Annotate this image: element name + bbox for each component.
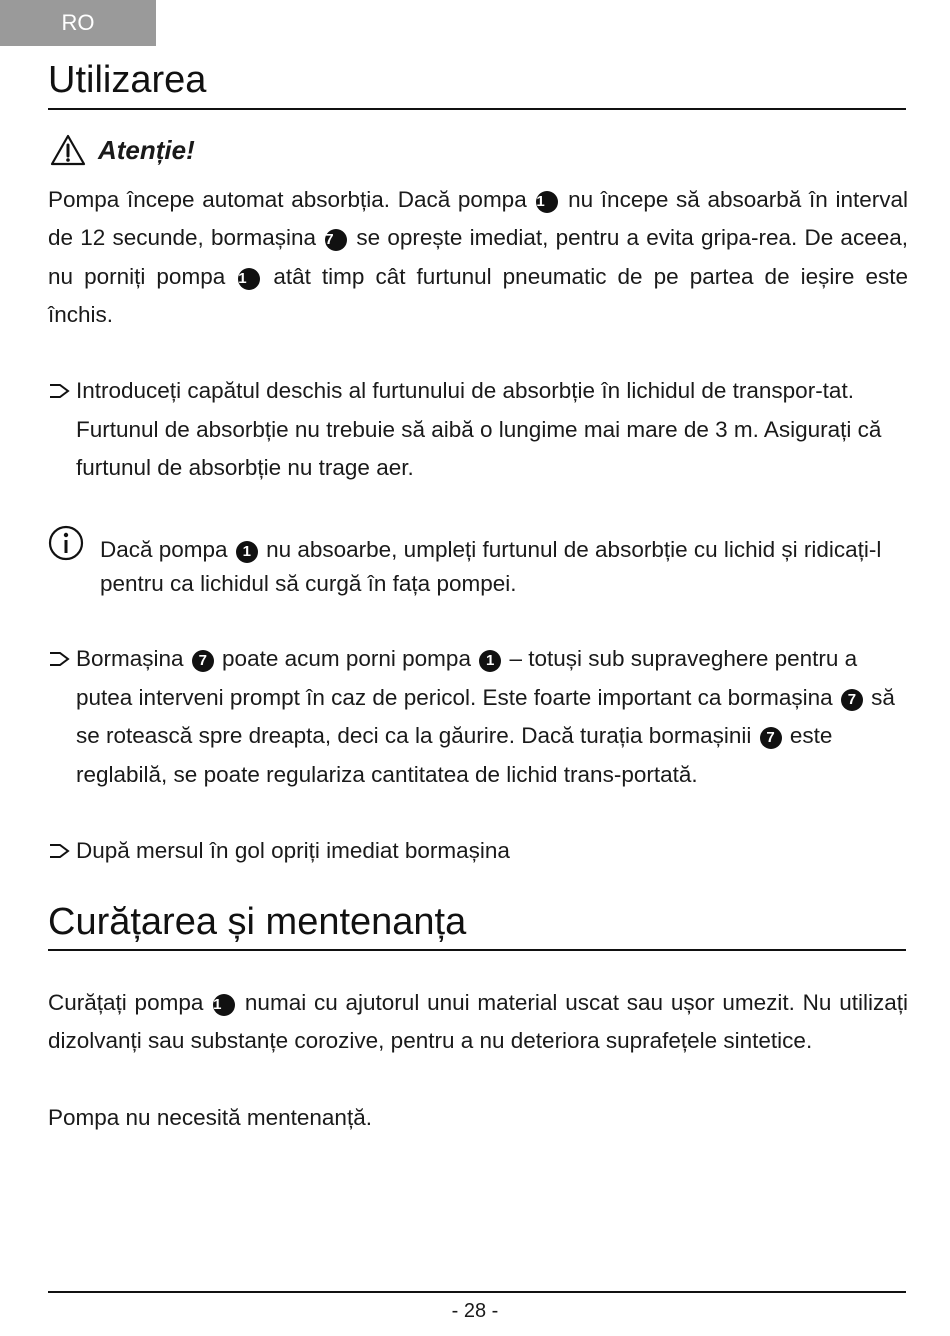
page-number: - 28 - bbox=[451, 1300, 499, 1322]
part-number-badge: 1 bbox=[479, 650, 501, 672]
info-icon bbox=[48, 525, 84, 561]
part-number-badge: 7 bbox=[841, 689, 863, 711]
section-title-utilizarea: Utilizarea bbox=[48, 59, 207, 101]
step-text: Bormașina 7 poate acum porni pompa 1 – totuși sub supraveghere pentru a putea interveni prompt în caz de pericol. Este foarte important ca bormașina 7 să se rotească spre dreapta, deci ca la găurire. Dacă turația bormașinii 7 este reglabilă, se poate regulariza cantitatea de lichid trans-portată. bbox=[76, 646, 895, 787]
title-rule bbox=[48, 108, 906, 110]
instruction-step bbox=[48, 372, 904, 488]
warning-label: Atenție! bbox=[98, 134, 195, 165]
language-label: RO bbox=[61, 10, 95, 35]
part-number-badge: 1 bbox=[236, 541, 258, 563]
part-number-badge: 1 bbox=[213, 994, 235, 1016]
cleaning-paragraph: Curățați pompa 1 numai cu ajutorul unui material uscat sau ușor umezit. Nu utilizați dizolvanți sau substanțe corozive, pentru a nu deteriora suprafețele sintetice. bbox=[48, 990, 908, 1054]
warning-triangle-icon bbox=[50, 134, 86, 166]
instruction-step bbox=[48, 832, 904, 871]
language-tab bbox=[0, 0, 156, 46]
part-number-badge: 7 bbox=[325, 229, 347, 251]
arrow-right-icon bbox=[48, 382, 70, 400]
part-number-badge: 1 bbox=[238, 268, 260, 290]
info-note bbox=[48, 525, 900, 601]
arrow-right-icon bbox=[48, 650, 70, 668]
part-number-badge: 7 bbox=[760, 727, 782, 749]
warning-heading bbox=[50, 134, 195, 166]
maintenance-paragraph: Pompa nu necesită mentenanță. bbox=[48, 1105, 372, 1130]
arrow-right-icon bbox=[48, 842, 70, 860]
section-title-curatarea: Curățarea și mentenanța bbox=[48, 901, 467, 943]
part-number-badge: 1 bbox=[536, 191, 558, 213]
step-text: După mersul în gol opriți imediat bormașina bbox=[76, 838, 510, 863]
step-text: Introduceți capătul deschis al furtunului de absorbție în lichidul de transpor-tat. Furtunul de absorbție nu trebuie să aibă o lungime mai mare de 3 m. Asigurați că furtunul de absorbție nu trage aer. bbox=[76, 378, 882, 480]
warning-paragraph: Pompa începe automat absorbția. Dacă pompa 1 nu începe să absoarbă în interval de 12 secunde, bormașina 7 se oprește imediat, pentru a evita gripa-rea. De aceea, nu porniți pompa 1 atât timp cât furtunul pneumatic de pe partea de ieșire este închis. bbox=[48, 187, 908, 327]
info-text: Dacă pompa 1 nu absoarbe, umpleți furtunul de absorbție cu lichid și ridicați-l pentru ca lichidul să curgă în fața pompei. bbox=[100, 537, 882, 596]
footer-rule bbox=[48, 1291, 906, 1293]
part-number-badge: 7 bbox=[192, 650, 214, 672]
instruction-step bbox=[48, 640, 904, 794]
title-rule bbox=[48, 949, 906, 951]
